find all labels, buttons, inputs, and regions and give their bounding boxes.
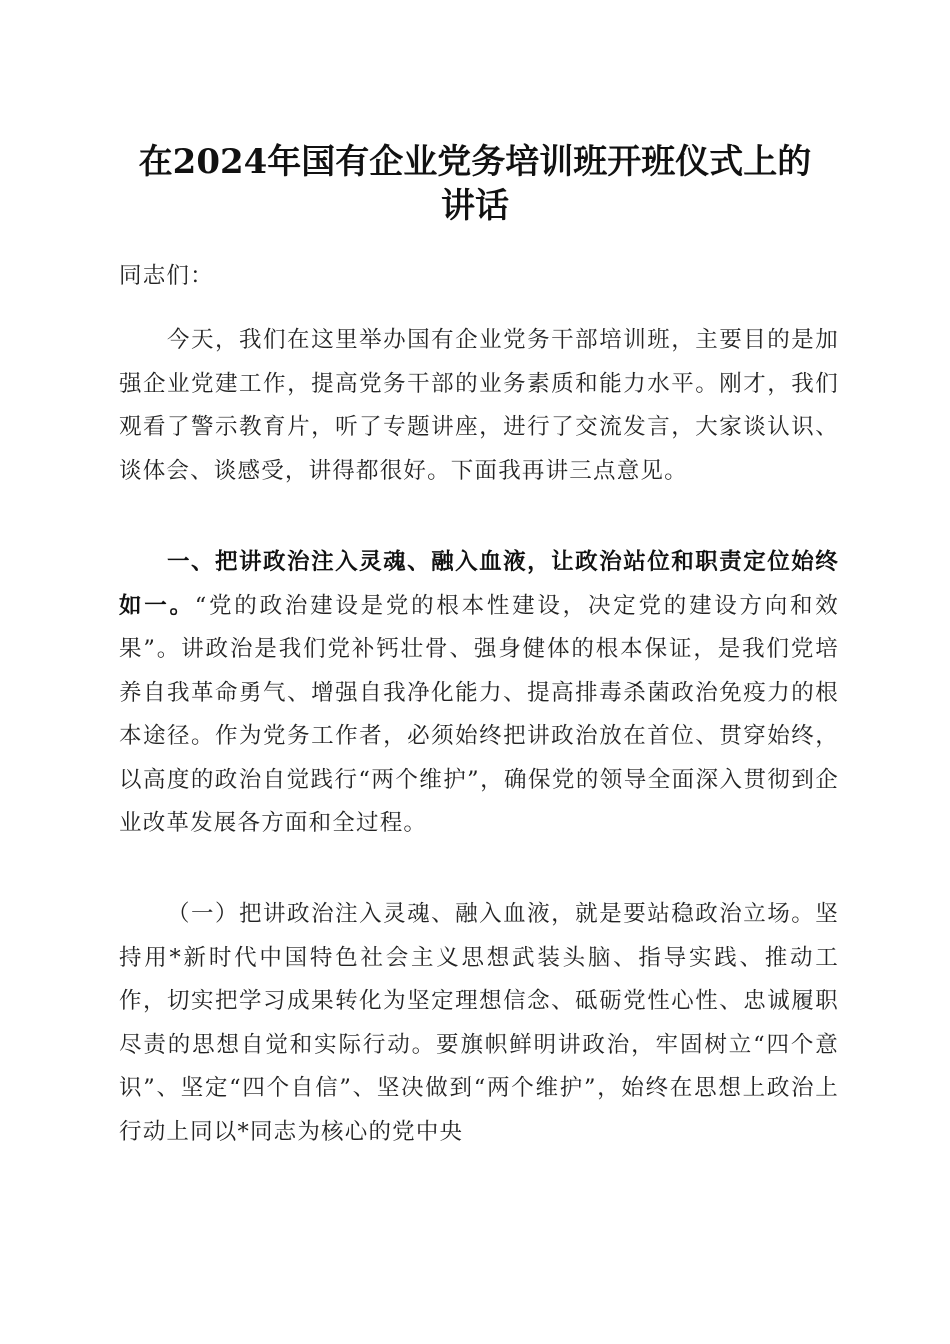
section-heading: 一、把讲政治注入灵魂、融入血液，让政治站位和职责定位始终如一。 [119,549,839,619]
paragraph-text: （一）把讲政治注入灵魂、融入血液，就是要站稳政治立场。坚持用*新时代中国特色社会主义思想武装头脑、指导实践、推动工作，切实把学习成果转化为坚定理想信念、砥砺党性心性、忠诚履职尽责的思想自觉和实际行动。要旗帜鲜明讲政治，牢固树立“四个意识”、坚定“四个自信”、坚决做到“两个维护”，始终在思想上政治上行动上同以*同志为核心的党中央 [119,901,839,1145]
greeting: 同志们： [119,263,214,289]
paragraph-intro [119,319,839,493]
document-title-line-2: 讲话 [441,186,509,226]
paragraph-subsection-one [119,893,839,1154]
document-title-line-1: 在2024年国有企业党务培训班开班仪式上的 [138,142,812,182]
paragraph-text: “党的政治建设是党的根本性建设，决定党的建设方向和效果”。讲政治是我们党补钙壮骨、强身健体的根本保证，是我们党培养自我革命勇气、增强自我净化能力、提高排毒杀菌政治免疫力的根本途径。作为党务工作者，必须始终把讲政治放在首位、贯穿始终，以高度的政治自觉践行“两个维护”，确保党的领导全面深入贯彻到企业改革发展各方面和全过程。 [119,592,839,836]
paragraph-section-one [119,541,839,846]
paragraph-text: 今天，我们在这里举办国有企业党务干部培训班，主要目的是加强企业党建工作，提高党务干部的业务素质和能力水平。刚才，我们观看了警示教育片，听了专题讲座，进行了交流发言，大家谈认识、谈体会、谈感受，讲得都很好。下面我再讲三点意见。 [119,327,839,484]
